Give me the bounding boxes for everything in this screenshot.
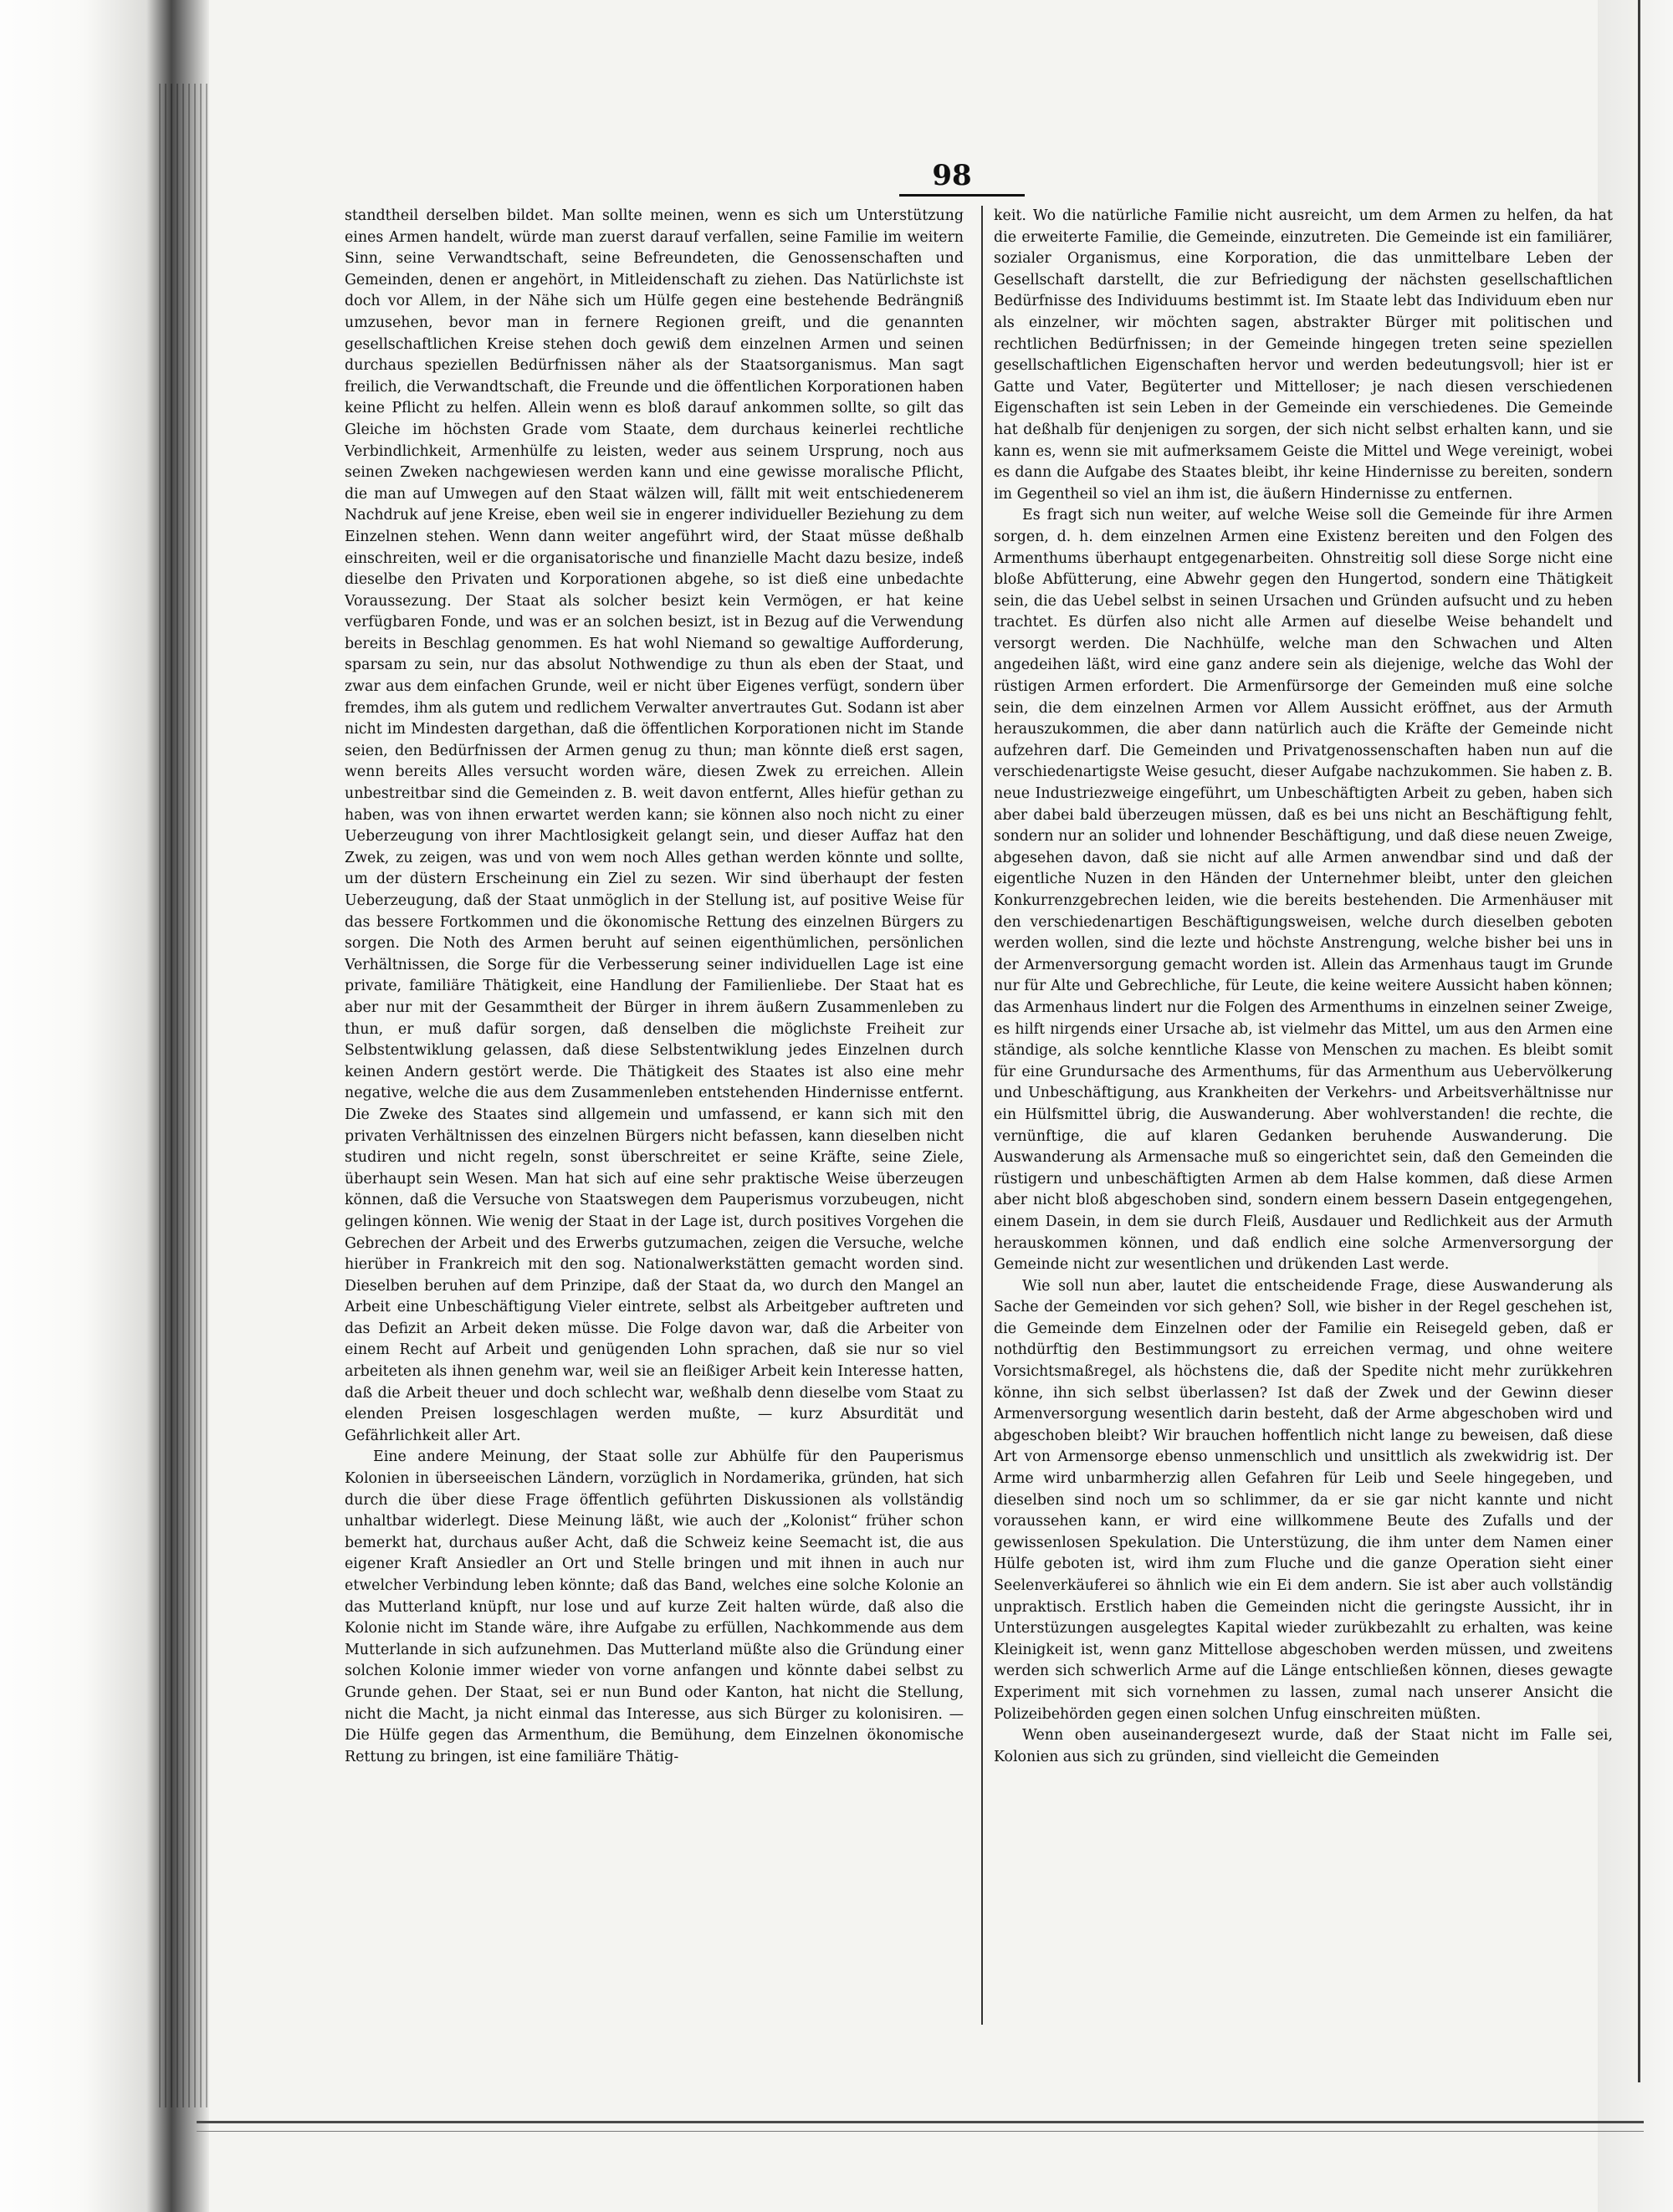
paragraph: Es fragt sich nun weiter, auf welche Weise soll die Gemeinde für ihre Armen sorgen, d. h. dem einzelnen Armen eine Existenz bereiten und den Folgen des Armenthums überhaupt entgegenarbeiten. Ohnstreitig soll diese Sorge nicht eine bloße Abfütterung, eine Abwehr gegen den Hungertod, sondern eine Thätigkeit sein, die das Uebel selbst in seinen Ursachen und Gründen aufsucht und zu heben trachtet. Es dürfen also nicht alle Armen auf dieselbe Weise behandelt und versorgt werden. Die Nachhülfe, welche man den Schwachen und Alten angedeihen läßt, wird eine ganz andere sein als diejenige, welche das Wohl der rüstigen Armen erfordert. Die Armenfürsorge der Gemeinden muß eine solche sein, die dem einzelnen Armen vor Allem Aussicht eröffnet, aus der Armuth herauszukommen, die aber dann natürlich auch die Kräfte der Gemeinde nicht aufzehren darf. Die Gemeinden und Privatgenossenschaften haben nun auf die verschiedenartigste Weise gesucht, dieser Aufgabe nachzukommen. Sie haben z. B. neue Industriezweige eingeführt, um Unbeschäftigten Arbeit zu geben, haben sich aber dabei bald überzeugen müssen, daß es bei uns nicht an Beschäftigung fehlt, sondern nur an solider und lohnender Beschäftigung, und daß diese neuen Zweige, abgesehen davon, daß sie nicht auf alle Armen anwendbar sind und daß der eigentliche Nuzen in den Händen der Unternehmer bleibt, unter den gleichen Konkurrenzgebrechen leiden, wie die bereits bestehenden. Die Armenhäuser mit den verschiedenartigen Beschäftigungsweisen, welche durch dieselben geboten werden wollen, sind die lezte und höchste Anstrengung, welche bisher bei uns in der Armenversorgung gemacht worden ist. Allein das Armenhaus taugt im Grunde nur für Alte und Gebrechliche, für Leute, die keine weitere Aussicht haben können; das Armenhaus lindert nur die Folgen des Armenthums in einzelnen seiner Zweige, es hilft nirgends einer Ursache ab, ist vielmehr das Mittel, um aus den Armen eine ständige, als solche kenntliche Klasse von Menschen zu machen. Es bleibt somit für eine Grundursache des Armenthums, für das Armenthum aus Uebervölkerung und Unbeschäftigung, aus Krankheiten der Verkehrs- und Arbeitsverhältnisse nur ein Hülfsmittel übrig, die Auswanderung. Aber wohlverstanden! die rechte, die vernünftige, die auf klaren Gedanken beruhende Auswanderung. Die Auswanderung als Armensache muß so eingerichtet sein, daß den Gemeinden die rüstigern und unbeschäftigten Armen ab dem Halse kommen, daß diese Armen aber nicht bloß abgeschoben sind, sondern einem bessern Dasein entgegengehen, einem Dasein, in dem sie durch Fleiß, Ausdauer und Redlichkeit aus der Armuth herauskommen können, und daß endlich eine solche Armenversorgung der Gemeinde nicht zur wesentlichen und drükenden Last werde. (994, 507, 1613, 1274)
paragraph: standtheil derselben bildet. Man sollte meinen, wenn es sich um Unterstützung eines Armen handelt, würde man zuerst darauf verfallen, seine Familie im weitern Sinn, seine Verwandtschaft, seine Befreundeten, die Genossenschaften und Gemeinden, denen er angehört, in Mitleidenschaft zu ziehen. Das Natürlichste ist doch vor Allem, in der Nähe sich um Hülfe gegen eine bestehende Bedrängniß umzusehen, bevor man in fernere Regionen greift, und die genannten gesellschaftlichen Kreise stehen doch gewiß dem einzelnen Armen und seinen durchaus speziellen Bedürfnissen näher als der Staatsorganismus. Man sagt freilich, die Verwandtschaft, die Freunde und die öffentlichen Korporationen haben keine Pflicht zu helfen. Allein wenn es bloß darauf ankommen sollte, so gilt das Gleiche im höchsten Grade vom Staate, dem durchaus keinerlei rechtliche Verbindlichkeit, Armenhülfe zu leisten, weder aus seinem Ursprung, noch aus seinen Zweken nachgewiesen werden kann und eine gewisse moralische Pflicht, die man auf Umwegen auf den Staat wälzen will, fällt mit weit entschiedenerem Nachdruk auf jene Kreise, eben weil sie in engerer individueller Beziehung zu dem Einzelnen stehen. Wenn dann weiter angeführt wird, der Staat müsse deßhalb einschreiten, weil er die organisatorische und finanzielle Macht dazu besize, indeß dieselbe den Privaten und Korporationen abgehe, so ist dieß eine unbedachte Voraussezung. Der Staat als solcher besizt kein Vermögen, er hat keine verfügbaren Fonde, und was er an solchen besizt, ist in Bezug auf die Verwendung bereits in Beschlag genommen. Es hat wohl Niemand so gewaltige Aufforderung, sparsam zu sein, nur das absolut Nothwendige zu thun als eben der Staat, und zwar aus dem einfachen Grunde, weil er nicht über Eigenes verfügt, sondern über fremdes, ihm als gutem und redlichem Verwalter anvertrautes Gut. Sodann ist aber nicht im Mindesten dargethan, daß die öffentlichen Korporationen nicht im Stande seien, den Bedürfnissen der Armen genug zu thun; man könnte dieß erst sagen, wenn bereits Alles versucht worden wäre, diesen Zwek zu erreichen. Allein unbestreitbar sind die Gemeinden z. B. weit davon entfernt, Alles hiefür gethan zu haben, was von ihnen erwartet werden kann; sie können also noch nicht zu einer Ueberzeugung von ihrer Machtlosigkeit gelangt sein, und dieser Auffaz hat den Zwek, zu zeigen, was und von wem noch Alles gethan werden könnte und sollte, um der düstern Erscheinung ein Ziel zu sezen. Wir sind überhaupt der festen Ueberzeugung, daß der Staat unmöglich in der Stellung ist, auf positive Weise für das bessere Fortkommen und die ökonomische Rettung des einzelnen Bürgers zu sorgen. Die Noth des Armen beruht auf seinen eigenthümlichen, persönlichen Verhältnissen, die Sorge für die Verbesserung seiner individuellen Lage ist eine private, familiäre Thätigkeit, eine Handlung der Familienliebe. Der Staat hat es aber nur mit der Gesammtheit der Bürger in ihrem äußern Zusammenleben zu thun, er muß dafür sorgen, daß denselben die möglichste Freiheit zur Selbstentwiklung gelassen, daß diese Selbstentwiklung jedes Einzelnen durch keinen Andern gestört werde. Die Thätigkeit des Staates ist also eine mehr negative, welche die aus dem Zusammenleben entstehenden Hindernisse entfernt. Die Zweke des Staates sind allgemein und umfassend, er kann sich mit den privaten Verhältnissen des einzelnen Bürgers nicht befassen, kann dieselben nicht studiren und nicht regeln, sonst überschreitet er seine Kräfte, seine Ziele, überhaupt sein Wesen. Man hat sich auf eine sehr praktische Weise überzeugen können, daß die Versuche von Staatswegen dem Pauperismus vorzubeugen, nicht gelingen können. Wie wenig der Staat in der Lage ist, durch positives Vorgehen die Gebrechen der Arbeit und des Erwerbs gutzumachen, zeigen die Versuche, welche hierüber in Frankreich mit den sog. Nationalwerkstätten gemacht worden sind. Dieselben beruhen auf dem Prinzipe, daß der Staat da, wo durch den Mangel an Arbeit eine Unbeschäftigung Vieler eintrete, selbst als Arbeitgeber auftreten und das Defizit an Arbeit deken müsse. Die Folge davon war, daß die Arbeiter von einem Recht auf Arbeit und genügenden Lohn sprachen, daß sie nur so viel arbeiteten als ihnen genehm war, weil sie an fleißiger Arbeit kein Interesse hatten, daß die Arbeit theuer und doch schlecht war, weßhalb denn dieselbe vom Staat zu elenden Preisen losgeschlagen werden mußte, — kurz Absurdität und Gefährlichkeit aller Art. (345, 207, 964, 1444)
column-divider (981, 206, 983, 2025)
scan-shadow-lines (159, 84, 209, 2107)
paragraph: keit. Wo die natürliche Familie nicht ausreicht, um dem Armen zu helfen, da hat die erweiterte Familie, die Gemeinde, einzutreten. Die Gemeinde ist ein familiärer, sozialer Organismus, eine Korporation, die das unmittelbare Leben der Gesellschaft darstellt, die zur Befriedigung der nächsten gesellschaftlichen Bedürfnisse des Individuums bestimmt ist. Im Staate lebt das Individuum eben nur als einzelner, wir möchten sagen, abstrakter Bürger mit politischen und rechtlichen Bedürfnissen; in der Gemeinde hingegen treten seine speziellen gesellschaftlichen Eigenschaften hervor und werden bedeutungsvoll; hier ist er Gatte und Vater, Begüterter und Mittelloser; je nach diesen verschiedenen Eigenschaften ist sein Leben in der Gemeinde ein verschiedenes. Die Gemeinde hat deßhalb für denjenigen zu sorgen, der sich nicht selbst erhalten kann, und sie kann es, wenn sie mit aufmerksamem Geiste die Mittel und Wege vereinigt, wobei es dann die Aufgabe des Staates bleibt, ihr keine Hindernisse zu bereiten, sondern im Gegentheil so viel an ihm ist, die äußern Hindernisse zu entfernen. (994, 207, 1613, 503)
paragraph: Eine andere Meinung, der Staat solle zur Abhülfe für den Pauperismus Kolonien in überseeischen Ländern, vorzüglich in Nordamerika, gründen, hat sich durch die über diese Frage öffentlich geführten Diskussionen als vollständig unhaltbar widerlegt. Diese Meinung läßt, wie auch der „Kolonist“ früher schon bemerkt hat, durchaus außer Acht, daß die Schweiz keine Seemacht ist, die aus eigener Kraft Ansiedler an Ort und Stelle bringen und mit ihnen in auch nur etwelcher Verbindung leben könnte; daß das Band, welches eine solche Kolonie an das Mutterland knüpft, nur lose und auf kurze Zeit halten würde, daß also die Kolonie nicht im Stande wäre, ihre Aufgabe zu erfüllen, Nachkommende aus dem Mutterlande in sich aufzunehmen. Das Mutterland müßte also die Gründung einer solchen Kolonie immer wieder von vorne anfangen und könnte dabei selbst zu Grunde gehen. Der Staat, sei er nun Bund oder Kanton, hat nicht die Stellung, nicht die Macht, ja nicht einmal das Interesse, aus sich Bürger zu kolonisiren. — Die Hülfe gegen das Armenthum, die Bemühung, dem Einzelnen ökonomische Rettung zu bringen, ist eine familiäre Thätig- (345, 1448, 964, 1765)
paragraph: Wie soll nun aber, lautet die entscheidende Frage, diese Auswanderung als Sache der Gemeinden vor sich gehen? Soll, wie bisher in der Regel geschehen ist, die Gemeinde dem Einzelnen oder der Familie ein Reisegeld geben, daß er nothdürftig den Bestimmungsort zu erreichen vermag, und ohne weitere Vorsichtsmaßregel, als höchstens die, daß der Spedite nicht mehr zurükkehren könne, ihn sich selbst überlassen? Ist daß der Zwek und der Gewinn dieser Armenversorgung wesentlich darin besteht, daß der Arme abgeschoben wird und abgeschoben bleibt? Wir brauchen hoffentlich nicht lange zu beweisen, daß diese Art von Armensorge ebenso unmenschlich und unsittlich als zwekwidrig ist. Der Arme wird unbarmherzig allen Gefahren für Leib und Seele hingegeben, und dieselben sind noch um so schlimmer, da er sie gar nicht kannte und nicht voraussehen kann, er wird eine willkommene Beute des Zufalls und der gewissenlosen Spekulation. Die Unterstüzung, die ihm unter dem Namen einer Hülfe geboten ist, wird ihm zum Fluche und die ganze Operation sieht einer Seelenverkäuferei so ähnlich wie ein Ei dem andern. Sie ist aber auch vollständig unpraktisch. Erstlich haben die Gemeinden nicht die geringste Aussicht, ihr in Unterstüzungen ausgelegtes Kapital wieder zurükbezahlt zu erhalten, was keine Kleinigkeit ist, wenn ganz Mittellose abgeschoben werden müssen, und zweitens werden sich schwerlich Arme auf die Länge entschließen können, dieses gewagte Experiment mit sich vornehmen zu lassen, zumal nach unserer Ansicht die Polizeibehörden gegen einen solchen Unfug einschreiten müßten. (994, 1277, 1613, 1723)
paragraph: Wenn oben auseinandergesezt wurde, daß der Staat nicht im Falle sei, Kolonien aus sich zu gründen, sind vielleicht die Gemeinden (994, 1727, 1613, 1765)
page-number: 98 (932, 159, 972, 192)
text-column-right (994, 206, 1613, 1768)
page-number-rule (899, 194, 1025, 197)
text-column-left (345, 206, 964, 1768)
page-right-edge (1638, 0, 1640, 2082)
page-bottom-edge-secondary (197, 2131, 1644, 2132)
page-bottom-edge (197, 2121, 1644, 2123)
